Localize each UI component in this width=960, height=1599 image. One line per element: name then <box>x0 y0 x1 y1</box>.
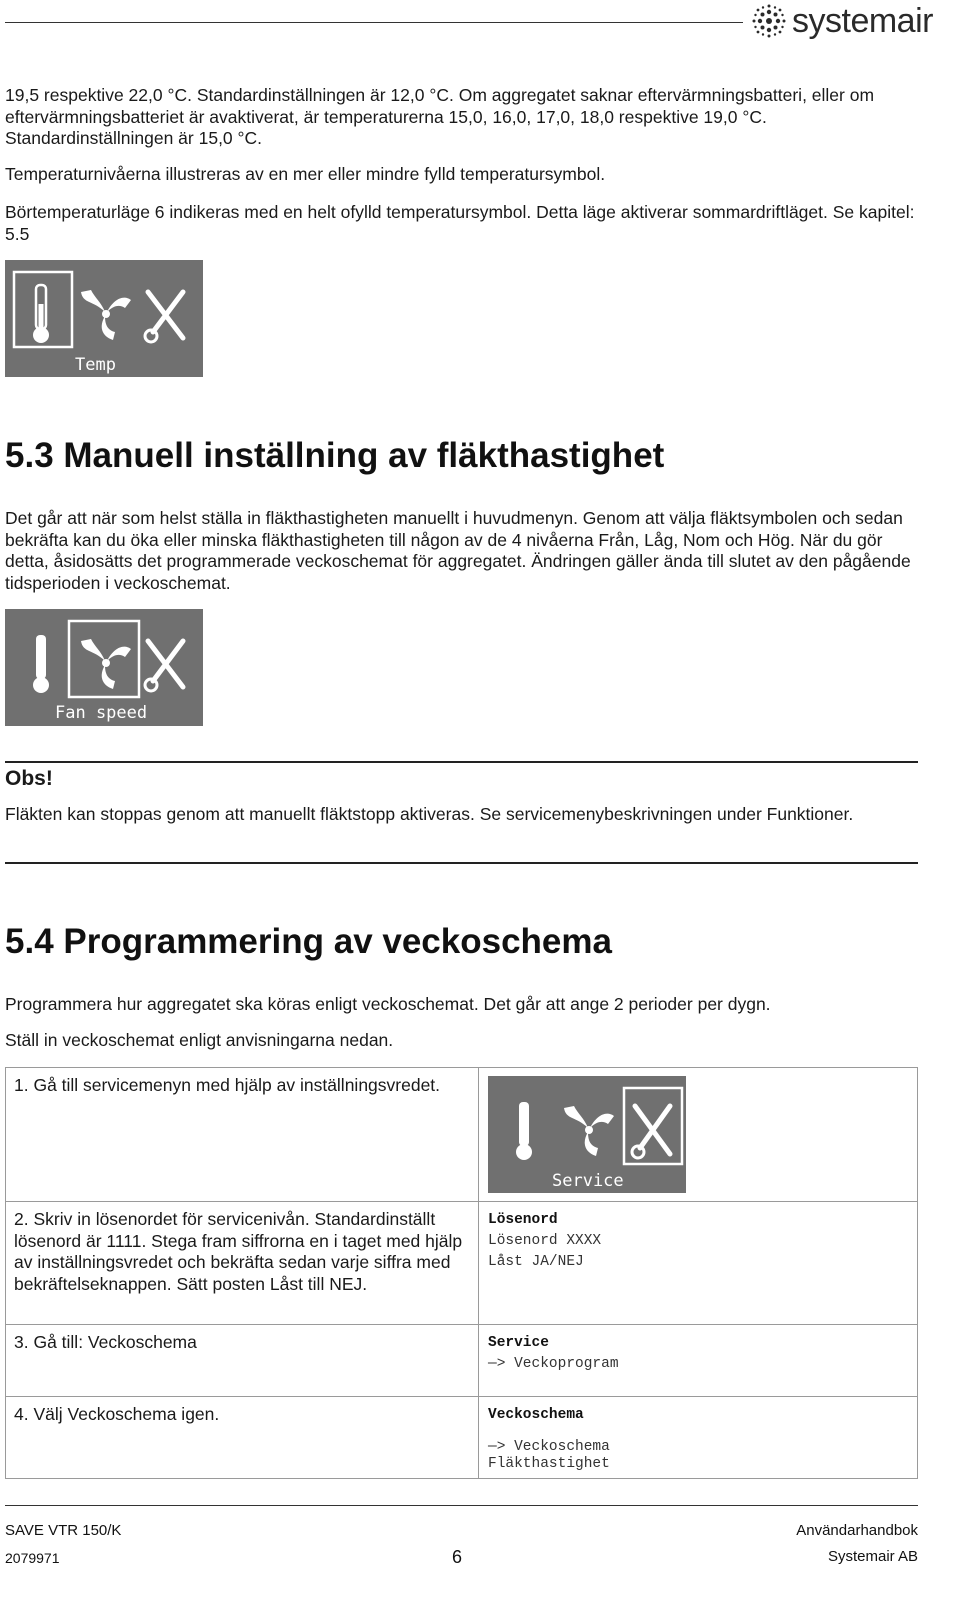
thermometer-icon <box>33 285 49 343</box>
screen-title: Veckoschema <box>488 1407 584 1423</box>
brand-logo <box>752 0 957 42</box>
display-label-temp: Temp <box>75 355 116 375</box>
thermometer-icon <box>516 1102 532 1160</box>
screen-title: Lösenord <box>488 1212 558 1228</box>
screen-line: —> Veckoschema <box>488 1439 610 1455</box>
step-4-text: 4. Välj Veckoschema igen. <box>6 1397 479 1479</box>
step-2-screen <box>479 1202 918 1325</box>
footer-company: Systemair AB <box>827 1548 918 1565</box>
fan-icon <box>81 290 131 340</box>
tools-icon <box>632 1106 670 1158</box>
screen-line: Fläkthastighet <box>488 1456 610 1472</box>
screen-line: Lösenord XXXX <box>488 1233 602 1249</box>
section-5-4-body-1: Programmera hur aggregatet ska köras enligt veckoschemat. Det går att ange 2 perioder per dygn. <box>5 994 771 1014</box>
step-row-2 <box>6 1202 918 1325</box>
section-5-4-title: 5.4 Programmering av veckoschema <box>5 922 612 961</box>
note-title: Obs! <box>5 767 53 790</box>
note-bottom-rule <box>5 862 918 864</box>
step-row-1 <box>6 1068 918 1202</box>
footer-page-number: 6 <box>452 1547 463 1567</box>
section-5-3-title: 5.3 Manuell inställning av fläkthastighet <box>5 436 665 475</box>
display-temp <box>5 260 203 377</box>
footer-doctype: Användarhandbok <box>796 1522 918 1539</box>
screen-title: Service <box>488 1335 549 1351</box>
step-1-screen <box>479 1068 918 1202</box>
step-row-3 <box>6 1325 918 1397</box>
step-row-4 <box>6 1397 918 1479</box>
step-3-text: 3. Gå till: Veckoschema <box>6 1325 479 1397</box>
footer-docnum: 2079971 <box>5 1550 60 1566</box>
display-label-fan: Fan speed <box>55 703 148 723</box>
footer-rule <box>5 1505 918 1506</box>
display-service <box>488 1076 686 1193</box>
display-label-service: Service <box>552 1171 624 1191</box>
note-top-rule <box>5 761 918 763</box>
step-3-screen <box>479 1325 918 1397</box>
steps-table <box>5 1067 918 1479</box>
paragraph-2: Temperaturnivåerna illustreras av en mer eller mindre fylld temperatursymbol. <box>5 164 606 184</box>
paragraph-1: 19,5 respektive 22,0 °C. Standardinställningen är 12,0 °C. Om aggregatet saknar eftervärmningsbatteri, eller om eftervärmningsbatteriet är avaktiverat, är temperaturerna 15,0, 16,0, 17,0, 18,0 respektive 19,0 °C. Standardinställningen är 15,0 °C. <box>5 85 875 148</box>
step-2-text: 2. Skriv in lösenordet för servicenivån. Standardinställt lösenord är 1111. Stega fram siffrorna en i taget med hjälp av inställningsvredet och bekräfta sedan varje siffra med bekräftelseknappen. Sätt posten Låst till NEJ. <box>6 1202 479 1325</box>
screen-line: —> Veckoprogram <box>488 1356 619 1372</box>
section-5-3-body: Det går att när som helst ställa in fläkthastigheten manuellt i huvudmenyn. Genom att välja fläktsymbolen och sedan bekräfta kan du öka eller minska fläkthastigheten till någon av de 4 nivåerna Från, Låg, Nom och Hög. När du gör detta, åsidosätts det programmerade veckoschemat för aggregatet. Ändringen gäller ända till slutet av den pågående tidsperioden i veckoschemat. <box>5 508 911 593</box>
thermometer-icon <box>33 635 49 693</box>
screen-line: Låst JA/NEJ <box>488 1254 584 1270</box>
tools-icon <box>145 641 183 691</box>
tools-icon <box>145 292 183 342</box>
section-5-4-body-2: Ställ in veckoschemat enligt anvisningarna nedan. <box>5 1030 394 1050</box>
fan-icon <box>564 1106 614 1156</box>
step-1-text: 1. Gå till servicemenyn med hjälp av inställningsvredet. <box>6 1068 479 1202</box>
footer-model: SAVE VTR 150/K <box>5 1522 122 1539</box>
brand-name: systemair <box>792 1 933 40</box>
step-4-screen <box>479 1397 918 1479</box>
header-rule <box>5 22 743 23</box>
systemair-dot-logo-icon <box>752 4 786 38</box>
paragraph-3: Börtemperaturläge 6 indikeras med en helt ofylld temperatursymbol. Detta läge aktiverar sommardriftläget. Se kapitel: 5.5 <box>5 202 915 244</box>
note-body: Fläkten kan stoppas genom att manuellt fläktstopp aktiveras. Se servicemenybeskrivningen under Funktioner. <box>5 804 854 824</box>
fan-icon <box>81 639 131 689</box>
display-fan-speed <box>5 609 203 726</box>
